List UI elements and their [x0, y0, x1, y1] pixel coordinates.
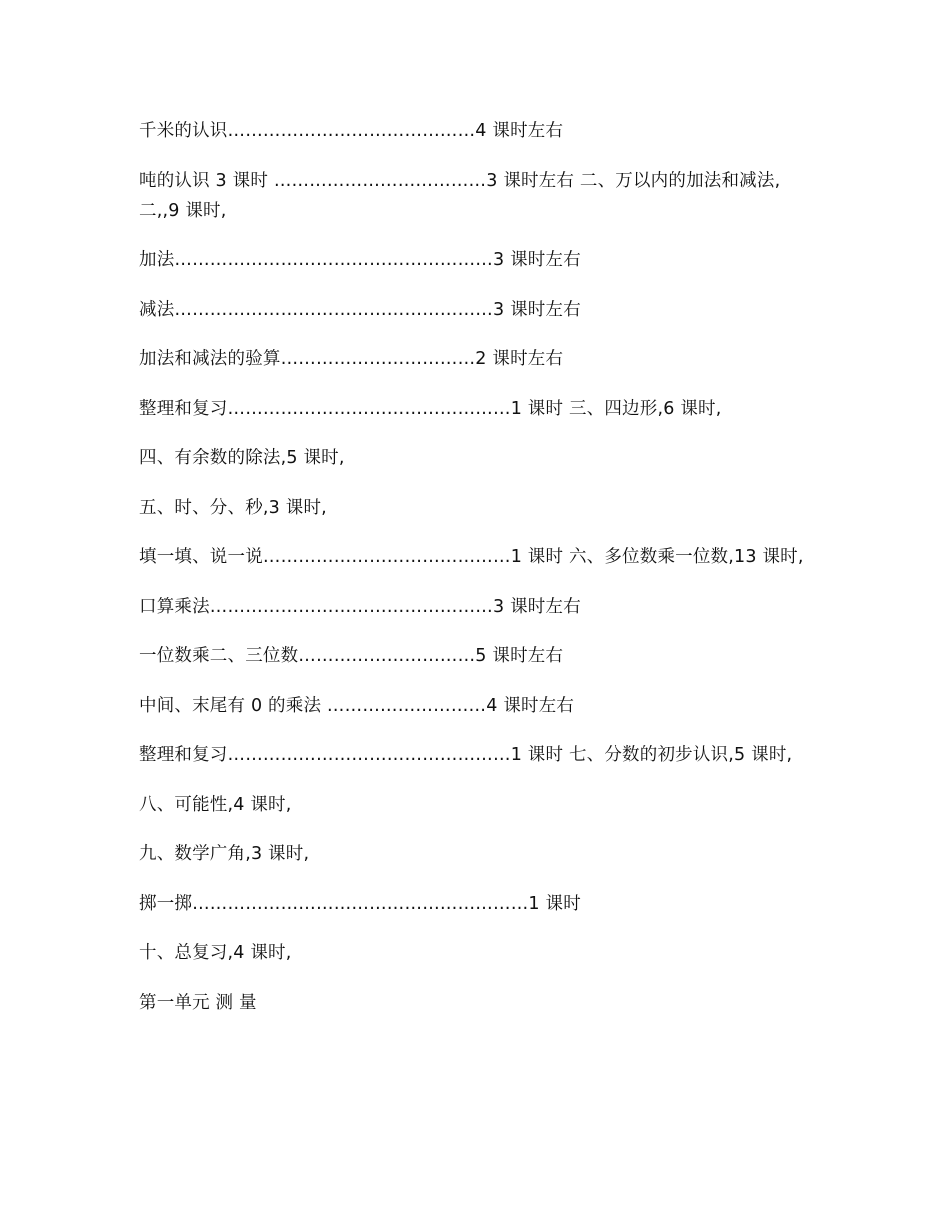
text-line: 掷一掷…………………………………………………1 课时 [139, 893, 581, 914]
text-line: 加法………………………………………………3 课时左右 [139, 250, 581, 270]
text-line: 整理和复习…………………………………………1 课时 三、四边形,6 课时, [139, 398, 722, 419]
text-line: 第一单元 测 量 [139, 992, 257, 1013]
text-line: 四、有余数的除法,5 课时, [139, 448, 345, 468]
text-line: 九、数学广角,3 课时, [139, 844, 310, 864]
text-line: 十、总复习,4 课时, [139, 943, 292, 963]
text-line: 中间、末尾有 0 的乘法 ………………………4 课时左右 [139, 695, 575, 716]
text-line: 千米的认识……………………………………4 课时左右 [139, 121, 564, 141]
text-line: 加法和减法的验算……………………………2 课时左右 [139, 349, 564, 369]
text-line: 八、可能性,4 课时, [139, 794, 292, 815]
text-line: 整理和复习…………………………………………1 课时 七、分数的初步认识,5 课时, [139, 745, 793, 765]
text-line: 吨的认识 3 课时 ………………………………3 课时左右 二、万以内的加法和减法,二,,9 课时, [139, 170, 781, 221]
text-line: 一位数乘二、三位数…………………………5 课时左右 [139, 646, 564, 666]
text-line: 五、时、分、秒,3 课时, [139, 497, 327, 518]
text-line: 口算乘法…………………………………………3 课时左右 [139, 596, 581, 617]
document-body [139, 116, 809, 1037]
text-line: 填一填、说一说……………………………………1 课时 六、多位数乘一位数,13 课时, [139, 547, 804, 567]
text-line: 减法………………………………………………3 课时左右 [139, 299, 581, 320]
